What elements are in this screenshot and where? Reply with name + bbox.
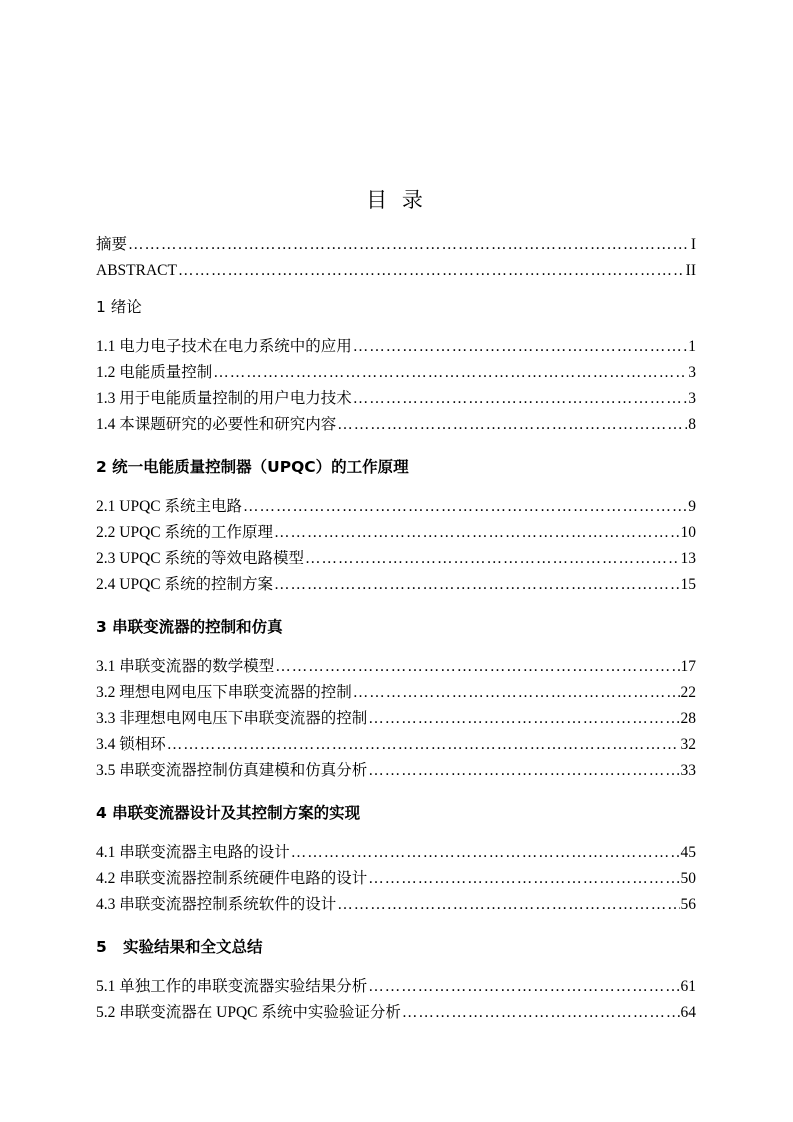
toc-entry-label: 3.1 串联变流器的数学模型	[96, 658, 275, 675]
toc-entry[interactable]	[96, 1000, 696, 1026]
leader-dots	[353, 680, 680, 706]
leader-dots	[274, 520, 680, 546]
chapter-heading-2[interactable]: 2 统一电能质量控制器（UPQC）的工作原理	[96, 458, 409, 476]
toc-entry[interactable]	[96, 494, 696, 520]
toc-entry[interactable]	[96, 412, 696, 438]
toc-entry-page: 17	[680, 658, 696, 675]
toc-entry-page: 15	[680, 576, 696, 593]
toc-entry-page: 56	[680, 896, 696, 913]
toc-entry[interactable]	[96, 546, 696, 572]
toc-entry-label: 3.5 串联变流器控制仿真建模和仿真分析	[96, 762, 368, 779]
toc-entry-page: 3	[688, 364, 696, 381]
toc-entry[interactable]	[96, 706, 696, 732]
leader-dots	[213, 360, 687, 386]
leader-dots	[167, 732, 680, 758]
toc-entry-label: 4.2 串联变流器控制系统硬件电路的设计	[96, 870, 368, 887]
toc-entry-label: 1.3 用于电能质量控制的用户电力技术	[96, 390, 352, 407]
leader-dots	[368, 758, 679, 784]
toc-entry[interactable]	[96, 360, 696, 386]
toc-entry-page: 28	[680, 710, 696, 727]
chapter-heading-5[interactable]: 5 实验结果和全文总结	[96, 938, 263, 956]
table-of-contents	[96, 232, 696, 1026]
leader-dots	[291, 840, 680, 866]
toc-entry[interactable]	[96, 974, 696, 1000]
toc-entry-label: ABSTRACT	[96, 262, 177, 279]
toc-entry-label: 4.1 串联变流器主电路的设计	[96, 844, 290, 861]
toc-entry-page: 64	[680, 1004, 696, 1021]
toc-entry-label: 1.4 本课题研究的必要性和研究内容	[96, 416, 337, 433]
toc-entry-label: 5.1 单独工作的串联变流器实验结果分析	[96, 978, 368, 995]
leader-dots	[368, 706, 679, 732]
toc-entry-label: 4.3 串联变流器控制系统软件的设计	[96, 896, 337, 913]
leader-dots	[353, 386, 687, 412]
toc-entry-page: 32	[680, 736, 696, 753]
toc-entry[interactable]	[96, 732, 696, 758]
toc-entry[interactable]	[96, 654, 696, 680]
leader-dots	[402, 1000, 680, 1026]
toc-entry[interactable]	[96, 866, 696, 892]
toc-entry[interactable]	[96, 840, 696, 866]
leader-dots	[337, 412, 687, 438]
toc-entry[interactable]	[96, 520, 696, 546]
toc-entry[interactable]	[96, 892, 696, 918]
toc-entry-label: 3.3 非理想电网电压下串联变流器的控制	[96, 710, 368, 727]
leader-dots	[353, 334, 687, 360]
toc-entry-label: 5.2 串联变流器在 UPQC 系统中实验验证分析	[96, 1004, 401, 1021]
chapter-heading-1[interactable]: 1 绪论	[96, 298, 142, 316]
toc-entry-label: 2.3 UPQC 系统的等效电路模型	[96, 550, 304, 567]
toc-entry-label: 3.2 理想电网电压下串联变流器的控制	[96, 684, 352, 701]
toc-entry-page: 61	[680, 978, 696, 995]
toc-entry[interactable]	[96, 386, 696, 412]
toc-entry-abstract-cn[interactable]	[96, 232, 696, 258]
toc-entry[interactable]	[96, 758, 696, 784]
chapter-heading-3[interactable]: 3 串联变流器的控制和仿真	[96, 618, 283, 636]
leader-dots	[337, 892, 679, 918]
toc-entry-page: 13	[680, 550, 696, 567]
toc-entry-page: 10	[680, 524, 696, 541]
toc-entry-page: 45	[680, 844, 696, 861]
toc-entry-label: 2.4 UPQC 系统的控制方案	[96, 576, 273, 593]
toc-entry-page: I	[690, 236, 696, 253]
leader-dots	[274, 572, 680, 598]
toc-entry-page: 8	[688, 416, 696, 433]
toc-entry[interactable]	[96, 334, 696, 360]
toc-entry-page: 50	[680, 870, 696, 887]
leader-dots	[305, 546, 680, 572]
toc-entry-abstract-en[interactable]	[96, 258, 696, 284]
leader-dots	[178, 258, 685, 284]
leader-dots	[368, 866, 679, 892]
toc-entry[interactable]	[96, 572, 696, 598]
leader-dots	[368, 974, 679, 1000]
page-title: 目 录	[366, 188, 427, 212]
toc-entry-page: 1	[688, 338, 696, 355]
toc-entry-label: 2.1 UPQC 系统主电路	[96, 498, 242, 515]
toc-entry[interactable]	[96, 680, 696, 706]
toc-entry-label: 1.1 电力电子技术在电力系统中的应用	[96, 338, 352, 355]
toc-entry-page: 3	[688, 390, 696, 407]
toc-entry-label: 2.2 UPQC 系统的工作原理	[96, 524, 273, 541]
toc-entry-label: 3.4 锁相环	[96, 736, 166, 753]
chapter-heading-4[interactable]: 4 串联变流器设计及其控制方案的实现	[96, 804, 361, 822]
toc-entry-page: 9	[688, 498, 696, 515]
toc-entry-page: II	[685, 262, 696, 279]
leader-dots	[275, 654, 679, 680]
leader-dots	[243, 494, 687, 520]
toc-entry-page: 33	[680, 762, 696, 779]
toc-entry-label: 摘要	[96, 236, 128, 253]
toc-entry-label: 1.2 电能质量控制	[96, 364, 213, 381]
leader-dots	[128, 232, 690, 258]
toc-entry-page: 22	[680, 684, 696, 701]
